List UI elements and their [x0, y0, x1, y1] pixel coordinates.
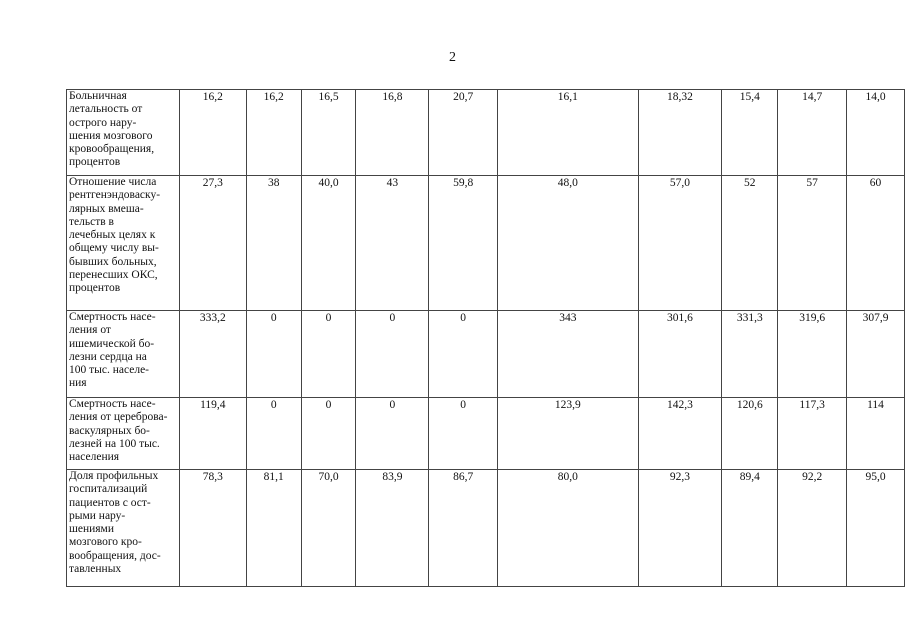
row-label-line: вообращения, дос-: [69, 549, 161, 562]
value-cell: 307,9: [847, 311, 905, 398]
row-label-line: лечебных целях к: [69, 229, 156, 242]
row-label-line: тельств в: [69, 215, 114, 228]
value-cell: 78,3: [179, 470, 246, 587]
value-cell: 15,4: [722, 90, 778, 176]
value-cell: 142,3: [638, 398, 722, 470]
value-cell: 80,0: [498, 470, 639, 587]
row-label-line: шения мозгового: [69, 129, 153, 142]
value-cell: 0: [301, 311, 356, 398]
row-label-line: ления от: [69, 324, 111, 337]
row-label: [67, 398, 180, 470]
row-label-line: населения: [69, 451, 120, 464]
value-cell: 86,7: [429, 470, 498, 587]
row-label-line: летальность от: [69, 103, 143, 116]
value-cell: 14,7: [778, 90, 847, 176]
value-cell: 0: [356, 311, 429, 398]
row-label-line: шениями: [69, 523, 114, 536]
value-cell: 16,2: [246, 90, 301, 176]
row-label-line: рыми нару-: [69, 509, 126, 522]
indicators-table: [66, 89, 905, 587]
table-row: [67, 311, 905, 398]
value-cell: 0: [246, 311, 301, 398]
value-cell: 0: [301, 398, 356, 470]
value-cell: 89,4: [722, 470, 778, 587]
value-cell: 27,3: [179, 176, 246, 311]
value-cell: 16,1: [498, 90, 639, 176]
value-cell: 0: [429, 398, 498, 470]
table-row: [67, 398, 905, 470]
row-label: [67, 176, 180, 311]
value-cell: 81,1: [246, 470, 301, 587]
value-cell: 38: [246, 176, 301, 311]
value-cell: 0: [356, 398, 429, 470]
row-label-line: Доля профильных: [69, 470, 159, 482]
row-label-line: перенесших ОКС,: [69, 269, 158, 282]
row-label-line: ния: [69, 377, 87, 390]
value-cell: 114: [847, 398, 905, 470]
value-cell: 333,2: [179, 311, 246, 398]
row-label-line: лярных вмеша-: [69, 202, 144, 215]
value-cell: 48,0: [498, 176, 639, 311]
value-cell: 331,3: [722, 311, 778, 398]
value-cell: 40,0: [301, 176, 356, 311]
value-cell: 119,4: [179, 398, 246, 470]
row-label-line: процентов: [69, 282, 121, 295]
value-cell: 18,32: [638, 90, 722, 176]
value-cell: 57: [778, 176, 847, 311]
table-row: [67, 176, 905, 311]
row-label-line: острого нару-: [69, 116, 137, 129]
value-cell: 95,0: [847, 470, 905, 587]
row-label-line: Отношение числа: [69, 176, 157, 188]
value-cell: 92,2: [778, 470, 847, 587]
row-label-line: бывших больных,: [69, 255, 157, 268]
row-label-line: васкулярных бо-: [69, 424, 150, 437]
value-cell: 0: [246, 398, 301, 470]
row-label-line: мозгового кро-: [69, 536, 142, 549]
row-label-line: Смертность насе-: [69, 398, 156, 410]
value-cell: 123,9: [498, 398, 639, 470]
table-row: [67, 470, 905, 587]
value-cell: 59,8: [429, 176, 498, 311]
value-cell: 92,3: [638, 470, 722, 587]
row-label-line: ишемической бо-: [69, 337, 155, 350]
row-label: [67, 90, 180, 176]
page-number: 2: [449, 50, 456, 65]
value-cell: 83,9: [356, 470, 429, 587]
value-cell: 16,2: [179, 90, 246, 176]
row-label-line: пациентов с ост-: [69, 496, 151, 509]
row-label-line: общему числу вы-: [69, 242, 159, 255]
value-cell: 16,8: [356, 90, 429, 176]
row-label: [67, 470, 180, 587]
value-cell: 120,6: [722, 398, 778, 470]
row-label-line: госпитализаций: [69, 483, 148, 496]
value-cell: 20,7: [429, 90, 498, 176]
value-cell: 57,0: [638, 176, 722, 311]
value-cell: 343: [498, 311, 639, 398]
value-cell: 70,0: [301, 470, 356, 587]
value-cell: 16,5: [301, 90, 356, 176]
value-cell: 301,6: [638, 311, 722, 398]
value-cell: 52: [722, 176, 778, 311]
row-label-line: кровообращения,: [69, 143, 155, 156]
value-cell: 0: [429, 311, 498, 398]
value-cell: 319,6: [778, 311, 847, 398]
row-label-line: процентов: [69, 156, 121, 169]
table-row: [67, 90, 905, 176]
row-label-line: Больничная: [69, 90, 127, 102]
row-label-line: 100 тыс. населе-: [69, 364, 150, 377]
value-cell: 60: [847, 176, 905, 311]
row-label-line: лезни сердца на: [69, 350, 147, 363]
value-cell: 43: [356, 176, 429, 311]
value-cell: 14,0: [847, 90, 905, 176]
row-label-line: лезней на 100 тыс.: [69, 437, 160, 450]
row-label-line: Смертность насе-: [69, 311, 156, 323]
row-label: [67, 311, 180, 398]
row-label-line: ления от цереброва-: [69, 411, 168, 424]
row-label-line: рентгенэндоваску-: [69, 189, 161, 202]
value-cell: 117,3: [778, 398, 847, 470]
row-label-line: тавленных: [69, 563, 122, 576]
